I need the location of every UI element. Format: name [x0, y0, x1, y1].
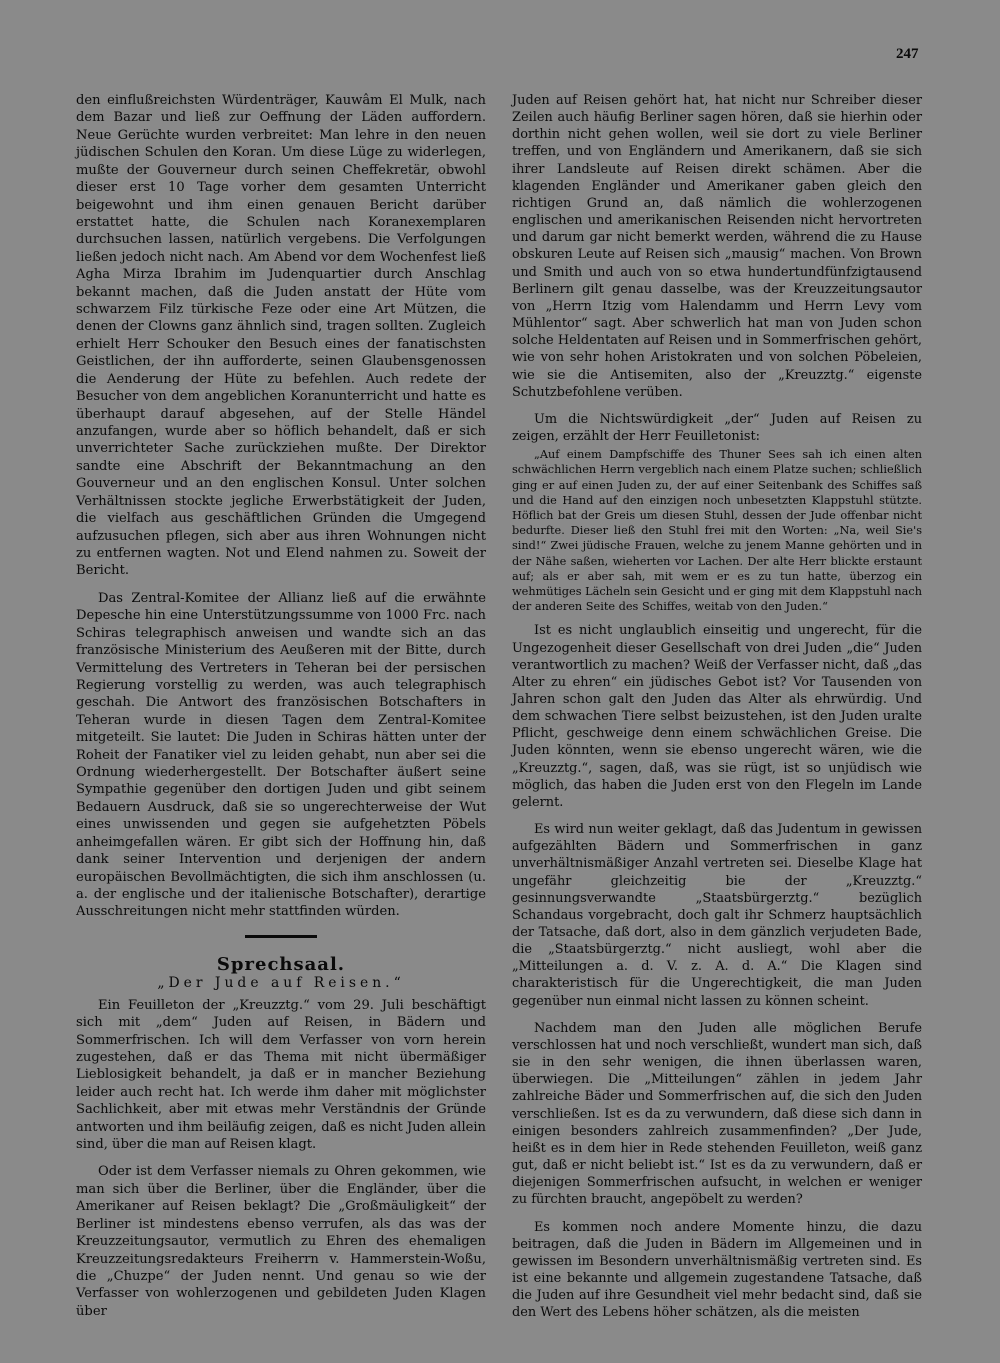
right-column	[512, 92, 922, 1321]
paragraph: den einflußreichsten Würdenträger, Kauwâm El Mulk, nach dem Bazar und ließ zur Oeffnung der Läden auffordern. Neue Gerüchte wurden verbreitet: Man lehre in den neuen jüdischen Schulen den Koran. Um diese Lüge zu widerlegen, mußte der Gouverneur durch seinen Cheffekretär, obwohl dieser erst 10 Tage vorher dem gesamten Unterricht beigewohnt und ihm einen genauen Bericht darüber erstattet hatte, die Schulen nach Koranexemplaren durchsuchen lassen, natürlich vergebens. Die Verfolgungen ließen jedoch nicht nach. Am Abend vor dem Wochenfest ließ Agha Mirza Ibrahim im Judenquartier durch Anschlag bekannt machen, daß die Juden anstatt der Hüte vom schwarzem Filz türkische Feze oder eine Art Mützen, die denen der Clowns ganz ähnlich sind, tragen sollten. Zugleich erhielt Herr Schouker den Besuch eines der fanatischsten Geistlichen, der ihn aufforderte, seinen Glaubensgenossen die Aenderung der Hüte zu befehlen. Auch redete der Besucher von dem angeblichen Koranunterricht und hatte es überhaupt darauf abgesehen, auf der Stelle Händel anzufangen, wurde aber so höflich behandelt, daß er sich unverrichteter Sache zurückziehen mußte. Der Direktor sandte eine Abschrift der Bekanntmachung an den Gouverneur und an den englischen Konsul. Unter solchen Verhältnissen stockte jegliche Erwerbstätigkeit der Juden, die vielfach aus geschäftlichen Gründen die Umgegend aufzusuchen pflegen, sich aber aus ihren Wohnungen nicht zu entfernen wagten. Not und Elend nahmen zu. Soweit der Bericht.	[76, 93, 486, 579]
paragraph: Nachdem man den Juden alle möglichen Berufe verschlossen hat und noch verschließt, wundert man sich, daß sie in den sehr wenigen, die ihnen überlassen waren, überwiegen. Die „Mitteilungen“ zählen in jedem Jahr zahlreiche Bäder und Sommerfrischen auf, die sich den Juden verschließen. Ist es da zu verwundern, daß diese sich dann in einigen besonders zahlreich zusammenfinden? „Der Jude, heißt es in dem hier in Rede stehenden Feuilleton, weiß ganz gut, daß er nicht beliebt ist.“ Ist es da zu verwundern, daß er diejenigen Sommerfrischen aufsucht, in welchen er weniger zu fürchten braucht, angepöbelt zu werden?	[512, 1020, 922, 1208]
article-title: „Der Jude auf Reisen.“	[157, 975, 405, 992]
paragraph: Es wird nun weiter geklagt, daß das Judentum in gewissen aufgezählten Bädern und Sommerfrischen in ganz unverhältnismäßiger Anzahl vertreten sei. Dieselbe Klage hat ungefähr gleichzeitig bie der „Kreuzztg.“ gesinnungsverwandte „Staatsbürgerztg.“ bezüglich Schandaus vorgebracht, doch galt ihr Schmerz hauptsächlich der Tatsache, daß dort, also in dem gänzlich verjudeten Bade, die „Staatsbürgerztg.“ nicht ausliegt, wohl aber die „Mitteilungen a. d. V. z. A. d. A.“ Die Klagen sind charakteristisch für die Ungerechtigkeit, die man Juden gegenüber nun einmal nicht lassen zu können scheint.	[512, 822, 922, 1009]
paragraph: Das Zentral-Komitee der Allianz ließ auf die erwähnte Depesche hin eine Unterstützungssumme von 1000 Frc. nach Schiras telegraphisch anweisen und wandte sich an das französische Ministerium des Aeußeren mit der Bitte, durch Vermittelung des Vertreters in Teheran bei der persischen Regierung vorstellig zu werden, was auch telegraphisch geschah. Die Antwort des französischen Botschafters in Teheran wurde in diesen Tagen dem Zentral-Komitee mitgeteilt. Sie lautet: Die Juden in Schiras hätten unter der Roheit der Fanatiker viel zu leiden gehabt, nun aber sei die Ordnung wiederhergestellt. Der Botschafter äußert seine Sympathie gegenüber den dortigen Juden und gibt seinem Bedauern Ausdruck, daß sie so ungerechterweise der Wut eines unwissenden und gegen sie aufgehetzten Pöbels anheimgefallen wären. Er gibt sich der Hoffnung hin, daß dank seiner Intervention und derjenigen der andern europäischen Bevollmächtigten, die sich ihm anschlossen (u. a. der englische und der italienische Botschafter), derartige Ausschreitungen nicht mehr stattfinden würden.	[76, 590, 486, 920]
paragraph: Ein Feuilleton der „Kreuzztg.“ vom 29. Juli beschäftigt sich mit „dem“ Juden auf Reisen, in Bädern und Sommerfrischen. Ich will dem Verfasser von vorn herein zugestehen, daß er das Thema mit nicht übermäßiger Lieblosigkeit behandelt, ja daß er in mancher Beziehung leider auch recht hat. Ich werde ihm daher mit möglichster Sachlichkeit, aber mit etwas mehr Verständnis der Gründe antworten und ihm beiläufig zeigen, daß es nicht Juden allein sind, über die man auf Reisen klagt.	[76, 997, 486, 1153]
paragraph: Juden auf Reisen gehört hat, hat nicht nur Schreiber dieser Zeilen auch häufig Berliner sagen hören, daß sie hierhin oder dorthin nicht gehen wollen, weil sie dort zu viele Berliner treffen, und von Engländern und Amerikanern, daß sie sich ihrer Landsleute auf Reisen direkt schämen. Aber die klagenden Engländer und Amerikaner gaben gleich den richtigen Grund an, daß nämlich die wohlerzogenen englischen und amerikanischen Reisenden nicht hervortreten und darum gar nicht bemerkt werden, während die zu Hause obskuren Leute auf Reisen sich „mausig“ machen. Von Brown und Smith und auch von so etwa hundertundfünfzigtausend Berlinern gilt genau dasselbe, was der Kreuzzeitungsautor von „Herrn Itzig vom Halendamm und Herrn Levy vom Mühlentor“ sagt. Aber schwerlich hat man von Juden schon solche Heldentaten auf Reisen und in Sommerfrischen gehört, wie von sehr hohen Aristokraten und von solchen Pöbeleien, wie sie die Antisemiten, also der „Kreuzztg.“ eigenste Schutzbefohlene verüben.	[512, 93, 922, 400]
left-column	[76, 92, 486, 1320]
paragraph: Ist es nicht unglaublich einseitig und ungerecht, für die Ungezogenheit dieser Gesellschaft von drei Juden „die“ Juden verantwortlich zu machen? Weiß der Verfasser nicht, daß „das Alter zu ehren“ ein jüdisches Gebot ist? Vor Tausenden von Jahren schon galt den Juden das Alter als ehrwürdig. Und dem schwachen Tiere selbst beizustehen, ist den Juden uralte Pflicht, geschweige denn einem schwächlichen Greise. Die Juden könnten, wenn sie ebenso ungerecht wären, wie die „Kreuzztg.“, sagen, daß, was sie rügt, ist so unjüdisch wie möglich, das haben die Juden erst von den Flegeln im Lande gelernt.	[512, 623, 922, 810]
paragraph: Es kommen noch andere Momente hinzu, die dazu beitragen, daß die Juden in Bädern im Allgemeinen und in gewissen im Besondern unverhältnismäßig vertreten sind. Es ist eine bekannte und allgemein zugestandene Tatsache, daß die Juden auf ihre Gesundheit viel mehr bedacht sind, daß sie den Wert des Lebens höher schätzen, als die meisten	[512, 1219, 922, 1321]
paragraph: Um die Nichtswürdigkeit „der“ Juden auf Reisen zu zeigen, erzählt der Herr Feuilletonist:	[512, 411, 922, 444]
section-divider	[245, 935, 317, 938]
page-number: 247	[896, 46, 919, 62]
section-heading: Sprechsaal.	[216, 953, 346, 975]
paragraph: Oder ist dem Verfasser niemals zu Ohren gekommen, wie man sich über die Berliner, über die Engländer, über die Amerikaner auf Reisen beklagt? Die „Großmäuligkeit“ der Berliner ist mindestens ebenso verrufen, als das was der Kreuzzeitungsautor, vermutlich zu Ehren des ehemaligen Kreuzzeitungsredakteurs Freiherrn v. Hammerstein-Woßu, die „Chuzpe“ der Juden nennt. Und genau so wie der Verfasser von wohlerzogenen und gebildeten Juden Klagen über	[76, 1164, 486, 1319]
block-quote: „Auf einem Dampfschiffe des Thuner Sees sah ich einen alten schwächlichen Herrn vergeblich nach einem Platze suchen; schließlich ging er auf einen Juden zu, der auf einer Seitenbank des Schiffes saß und die Hand auf den einzigen noch unbesetzten Klappstuhl stützte. Höflich bat der Greis um diesen Stuhl, dessen der Jude offenbar nicht bedurfte. Dieser ließ den Stuhl frei mit den Worten: „Na, weil Sie's sind!“ Zwei jüdische Frauen, welche zu jenem Manne gehörten und in der Nähe saßen, wieherten vor Lachen. Der alte Herr blickte erstaunt auf; als er aber sah, mit wem er es zu tun hatte, überzog ein wehmütiges Lächeln sein Gesicht und er ging mit dem Klappstuhl nach der anderen Seite des Schiffes, weitab von den Juden.“	[512, 448, 922, 614]
